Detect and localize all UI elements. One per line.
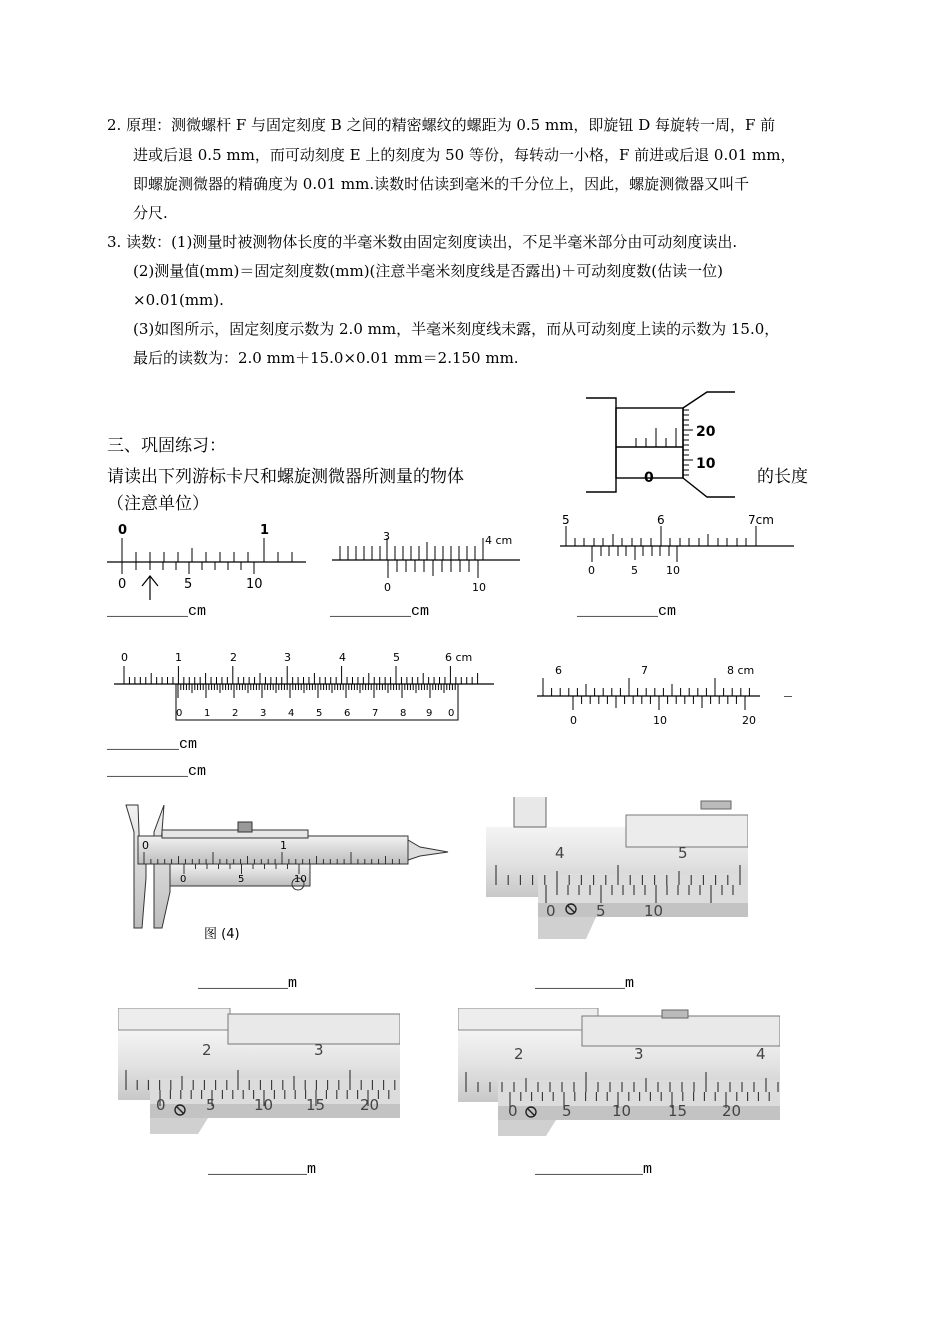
ruler4-vernier-2: 2 <box>232 708 239 719</box>
ruler4-main-1: 1 <box>175 651 182 664</box>
ruler4-main-0: 0 <box>121 651 128 664</box>
photo2-vernier-0: 0 <box>156 1096 166 1114</box>
ruler4-main-5: 5 <box>393 651 400 664</box>
ruler4-main-4: 4 <box>339 651 346 664</box>
ruler4-vernier-4: 4 <box>288 708 295 719</box>
section-prompt-left: 请读出下列游标卡尺和螺旋测微器所测量的物体 <box>107 467 464 487</box>
ruler2-main-4: 4 cm <box>485 534 513 547</box>
ruler5-vernier-0: 0 <box>570 714 577 727</box>
ruler4-vernier-1: 1 <box>204 708 211 719</box>
photo3-main-3: 3 <box>634 1045 644 1063</box>
photo3-vernier-20: 20 <box>722 1102 742 1120</box>
caliper4-main-0: 0 <box>142 839 149 852</box>
section-prompt-right: 的长度 <box>757 467 808 487</box>
ruler4-main-2: 2 <box>230 651 237 664</box>
ruler4-main-6cm: 6 cm <box>445 651 473 664</box>
answer-blank-8[interactable]: ___________m <box>208 1161 317 1178</box>
vernier-ruler-5 <box>535 660 765 730</box>
micrometer-label-20: 20 <box>696 424 716 440</box>
caliper-figure-4 <box>108 800 453 945</box>
answer-blank-5[interactable]: _________cm <box>107 763 207 780</box>
principle-line-3: 即螺旋测微器的精确度为 0.01 mm.读数时估读到毫米的千分位上，因此，螺旋测微器又叫千 <box>133 175 750 193</box>
vernier-ruler-1 <box>104 518 314 602</box>
ruler1-main-1: 1 <box>260 523 270 538</box>
stray-dash <box>784 696 792 697</box>
photo3-main-4: 4 <box>756 1045 766 1063</box>
answer-blank-2[interactable]: _________cm <box>330 603 430 620</box>
ruler2-vernier-0: 0 <box>384 581 391 594</box>
reading-line-5: 最后的读数为：2.0 mm＋15.0×0.01 mm＝2.150 mm. <box>133 349 519 367</box>
answer-blank-7[interactable]: __________m <box>535 975 635 992</box>
photo2-main-3: 3 <box>314 1041 324 1059</box>
answer-blank-9[interactable]: ____________m <box>535 1161 653 1178</box>
reading-line-3: ×0.01(mm). <box>133 291 224 309</box>
photo3-vernier-0: 0 <box>508 1102 518 1120</box>
photo3-main-2: 2 <box>514 1045 524 1063</box>
photo3-vernier-5: 5 <box>562 1102 572 1120</box>
principle-line-4: 分尺. <box>133 204 168 222</box>
ruler4-vernier-7: 7 <box>372 708 379 719</box>
caliper-photo-2 <box>118 1008 400 1134</box>
caliper-photo-3 <box>458 1008 780 1136</box>
photo2-vernier-15: 15 <box>306 1096 326 1114</box>
section-title: 三、巩固练习： <box>107 436 226 456</box>
ruler3-main-6: 6 <box>657 513 665 527</box>
photo2-main-2: 2 <box>202 1041 212 1059</box>
ruler1-vernier-10: 10 <box>246 577 263 592</box>
micrometer-label-0: 0 <box>644 470 654 486</box>
ruler4-vernier-0b: 0 <box>448 708 455 719</box>
section-note: （注意单位） <box>107 494 209 514</box>
reading-line-1: 3. 读数：(1)测量时被测物体长度的半毫米数由固定刻度读出，不足半毫米部分由可动刻度读出. <box>107 233 738 251</box>
ruler4-vernier-9: 9 <box>426 708 433 719</box>
ruler4-vernier-5: 5 <box>316 708 323 719</box>
caliper-photo-1 <box>486 797 748 939</box>
answer-blank-4[interactable]: ________cm <box>107 736 198 753</box>
ruler4-vernier-3: 3 <box>260 708 267 719</box>
ruler4-main-3: 3 <box>284 651 291 664</box>
ruler1-vernier-5: 5 <box>184 577 193 592</box>
ruler3-main-7cm: 7cm <box>748 513 774 527</box>
ruler3-vernier-10: 10 <box>666 564 680 577</box>
photo3-vernier-10: 10 <box>612 1102 632 1120</box>
ruler5-main-7: 7 <box>641 664 648 677</box>
ruler3-vernier-0: 0 <box>588 564 595 577</box>
ruler4-vernier-0: 0 <box>176 708 183 719</box>
ruler5-main-6: 6 <box>555 664 562 677</box>
photo2-vernier-5: 5 <box>206 1096 216 1114</box>
ruler3-vernier-5: 5 <box>631 564 638 577</box>
photo1-vernier-10: 10 <box>644 902 664 920</box>
photo1-vernier-5: 5 <box>596 902 606 920</box>
vernier-ruler-3 <box>558 510 798 578</box>
answer-blank-3[interactable]: _________cm <box>577 603 677 620</box>
caliper4-caption: 图 (4) <box>204 927 240 942</box>
reading-line-4: (3)如图所示，固定刻度示数为 2.0 mm，半毫米刻度线未露，而从可动刻度上读的示数为 15.0， <box>133 320 780 338</box>
photo1-main-5: 5 <box>678 844 688 862</box>
photo3-vernier-15: 15 <box>668 1102 688 1120</box>
photo1-vernier-0: 0 <box>546 902 556 920</box>
ruler5-vernier-10: 10 <box>653 714 667 727</box>
ruler5-main-8cm: 8 cm <box>727 664 755 677</box>
micrometer-figure <box>580 386 750 504</box>
caliper4-vernier-10: 10 <box>294 874 307 885</box>
ruler3-main-5: 5 <box>562 513 570 527</box>
ruler2-vernier-10: 10 <box>472 581 486 594</box>
principle-line-2: 进或后退 0.5 mm，而可动刻度 E 上的刻度为 50 等份，每转动一小格，F 前进或后退 0.01 mm， <box>133 146 796 164</box>
photo1-main-4: 4 <box>555 844 565 862</box>
caliper4-main-1: 1 <box>280 839 287 852</box>
photo2-vernier-20: 20 <box>360 1096 380 1114</box>
principle-line-1: 2. 原理：测微螺杆 F 与固定刻度 B 之间的精密螺纹的螺距为 0.5 mm，即旋钮 D 每旋转一周，F 前 <box>107 116 776 134</box>
vernier-ruler-4 <box>112 648 497 726</box>
caliper4-vernier-0: 0 <box>180 874 187 885</box>
ruler1-main-0: 0 <box>118 523 128 538</box>
caliper4-vernier-5: 5 <box>238 874 245 885</box>
answer-blank-1[interactable]: _________cm <box>107 603 207 620</box>
micrometer-label-10: 10 <box>696 456 716 472</box>
photo2-vernier-10: 10 <box>254 1096 274 1114</box>
ruler5-vernier-20: 20 <box>742 714 756 727</box>
ruler1-vernier-0: 0 <box>118 577 127 592</box>
ruler4-vernier-8: 8 <box>400 708 407 719</box>
ruler2-main-3: 3 <box>383 530 390 543</box>
vernier-ruler-2 <box>330 528 525 594</box>
reading-line-2: (2)测量值(mm)＝固定刻度数(mm)(注意半毫米刻度线是否露出)＋可动刻度数(估读一位) <box>133 262 723 280</box>
ruler4-vernier-6: 6 <box>344 708 351 719</box>
answer-blank-6[interactable]: __________m <box>198 975 298 992</box>
